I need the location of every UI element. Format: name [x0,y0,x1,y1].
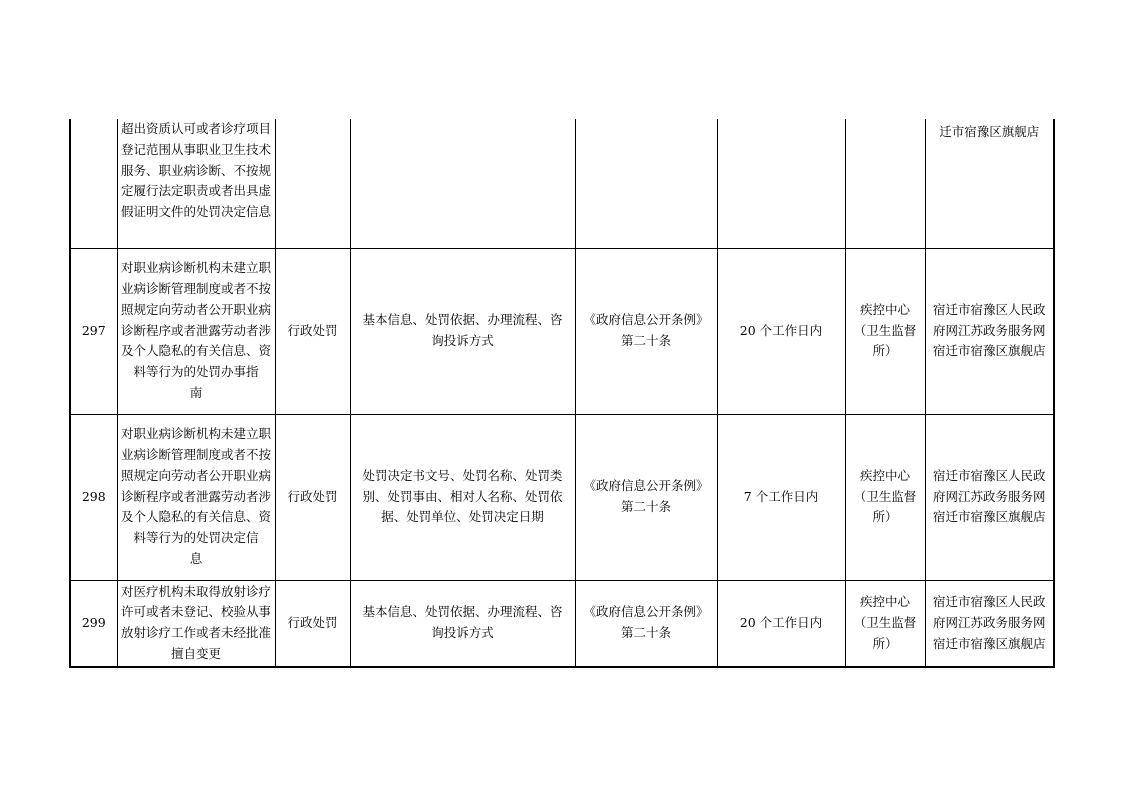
time-limit-cell [717,119,845,248]
time-limit-cell: 20 个工作日内 [717,580,845,667]
department-cell: 疾控中心（卫生监督所） [845,248,925,414]
category-cell [275,119,350,248]
category-cell: 行政处罚 [275,414,350,580]
content-cell: 基本信息、处罚依据、办理流程、咨询投诉方式 [350,580,575,667]
matter-text: 对医疗机构未取得放射诊疗许可或者未登记、校验从事放射诊疗工作或者未经批准擅自变更 [120,583,271,662]
channel-cell: 宿迁市宿豫区人民政府网江苏政务服务网宿迁市宿豫区旗舰店 [925,414,1054,580]
matter-cell [117,580,275,667]
table-row [70,414,1054,580]
basis-cell: 《政府信息公开条例》第二十条 [575,580,717,667]
table-row [70,580,1054,667]
matter-text-tail: 南 [189,384,203,400]
matter-text: 对职业病诊断机构未建立职业病诊断管理制度或者不按照规定向劳动者公开职业病诊断程序或者泄露劳动者涉及个人隐私的有关信息、资料等行为的处罚办事指 [120,260,271,380]
content-cell: 处罚决定书文号、处罚名称、处罚类别、处罚事由、相对人名称、处罚依据、处罚单位、处罚决定日期 [350,414,575,580]
channel-text: 迁市宿豫区旗舰店 [939,124,1040,139]
disclosure-table [69,119,1055,668]
basis-cell: 《政府信息公开条例》第二十条 [575,248,717,414]
row-number-cell: 297 [70,248,117,414]
department-cell: 疾控中心（卫生监督所） [845,580,925,667]
row-number-cell: 299 [70,580,117,667]
channel-cell: 宿迁市宿豫区人民政府网江苏政务服务网宿迁市宿豫区旗舰店 [925,248,1054,414]
matter-text-tail: 息 [189,550,203,566]
matter-text: 超出资质认可或者诊疗项目登记范围从事职业卫生技术服务、职业病诊断、不按规定履行法定职责或者出具虚假证明文件的处罚决定信息 [120,121,271,220]
row-number-cell: 298 [70,414,117,580]
category-cell: 行政处罚 [275,248,350,414]
department-cell [845,119,925,248]
row-number-cell [70,119,117,248]
basis-cell [575,119,717,248]
channel-cell [925,119,1054,248]
content-cell: 基本信息、处罚依据、办理流程、咨询投诉方式 [350,248,575,414]
time-limit-cell: 20 个工作日内 [717,248,845,414]
time-limit-cell: 7 个工作日内 [717,414,845,580]
table-row [70,248,1054,414]
channel-cell: 宿迁市宿豫区人民政府网江苏政务服务网宿迁市宿豫区旗舰店 [925,580,1054,667]
matter-cell [117,119,275,248]
matter-cell [117,248,275,414]
content-cell [350,119,575,248]
matter-text: 对职业病诊断机构未建立职业病诊断管理制度或者不按照规定向劳动者公开职业病诊断程序或者泄露劳动者涉及个人隐私的有关信息、资料等行为的处罚决定信 [120,426,271,546]
department-cell: 疾控中心（卫生监督所） [845,414,925,580]
basis-cell: 《政府信息公开条例》第二十条 [575,414,717,580]
matter-cell [117,414,275,580]
table-row [70,119,1054,248]
category-cell: 行政处罚 [275,580,350,667]
